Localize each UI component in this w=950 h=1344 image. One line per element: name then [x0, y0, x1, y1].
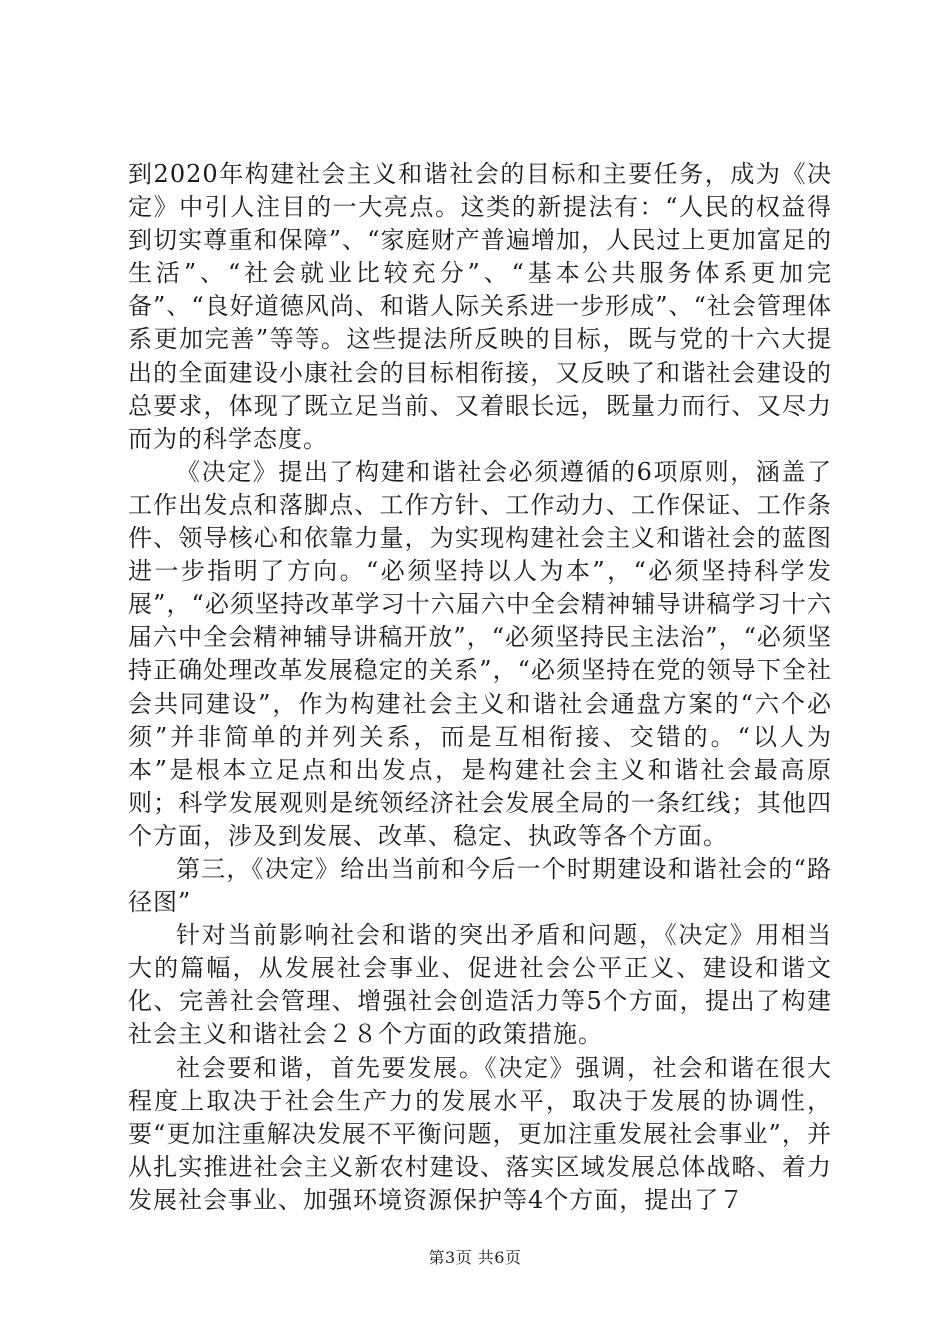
page-number: 第3页 共6页: [428, 1248, 522, 1267]
paragraph-3-heading: 第三，《决定》给出当前和今后一个时期建设和谐社会的“路径图”: [128, 854, 832, 917]
paragraph-1: 到2020年构建社会主义和谐社会的目标和主要任务，成为《决定》中引人注目的一大亮点。这类的新提法有：“人民的权益得到切实尊重和保障”、“家庭财产普遍增加，人民过上更加富足的生活”、“社会就业比较充分”、“基本公共服务体系更加完备”、“良好道德风尚、和谐人际关系进一步形成”、“社会管理体系更加完善”等等。这些提法所反映的目标，既与党的十六大提出的全面建设小康社会的目标相衔接，又反映了和谐社会建设的总要求，体现了既立足当前、又着眼长远，既量力而行、又尽力而为的科学态度。: [128, 160, 832, 453]
paragraph-5: 社会要和谐，首先要发展。《决定》强调，社会和谐在很大程度上取决于社会生产力的发展水平，取决于发展的协调性，要“更加注重解决发展不平衡问题，更加注重发展社会事业”，并从扎实推进社会主义新农村建设、落实区域发展总体战略、着力发展社会事业、加强环境资源保护等4个方面，提出了７: [128, 1053, 832, 1214]
paragraph-2: 《决定》提出了构建和谐社会必须遵循的6项原则，涵盖了工作出发点和落脚点、工作方针、工作动力、工作保证、工作条件、领导核心和依靠力量，为实现构建社会主义和谐社会的蓝图进一步指明了方向。“必须坚持以人为本”，“必须坚持科学发展”，“必须坚持改革学习十六届六中全会精神辅导讲稿学习十六届六中全会精神辅导讲稿开放”，“必须坚持民主法治”，“必须坚持正确处理改革发展稳定的关系”，“必须坚持在党的领导下全社会共同建设”，作为构建社会主义和谐社会通盘方案的“六个必须”并非简单的并列关系，而是互相衔接、交错的。“以人为本”是根本立足点和出发点，是构建社会主义和谐社会最高原则；科学发展观则是统领经济社会发展全局的一条红线；其他四个方面，涉及到发展、改革、稳定、执政等各个方面。: [128, 457, 832, 850]
paragraph-4: 针对当前影响社会和谐的突出矛盾和问题，《决定》用相当大的篇幅，从发展社会事业、促进社会公平正义、建设和谐文化、完善社会管理、增强社会创造活力等5个方面，提出了构建社会主义和谐社会２８个方面的政策措施。: [128, 921, 832, 1049]
document-body: [128, 158, 832, 1217]
page-footer: [0, 1245, 950, 1268]
